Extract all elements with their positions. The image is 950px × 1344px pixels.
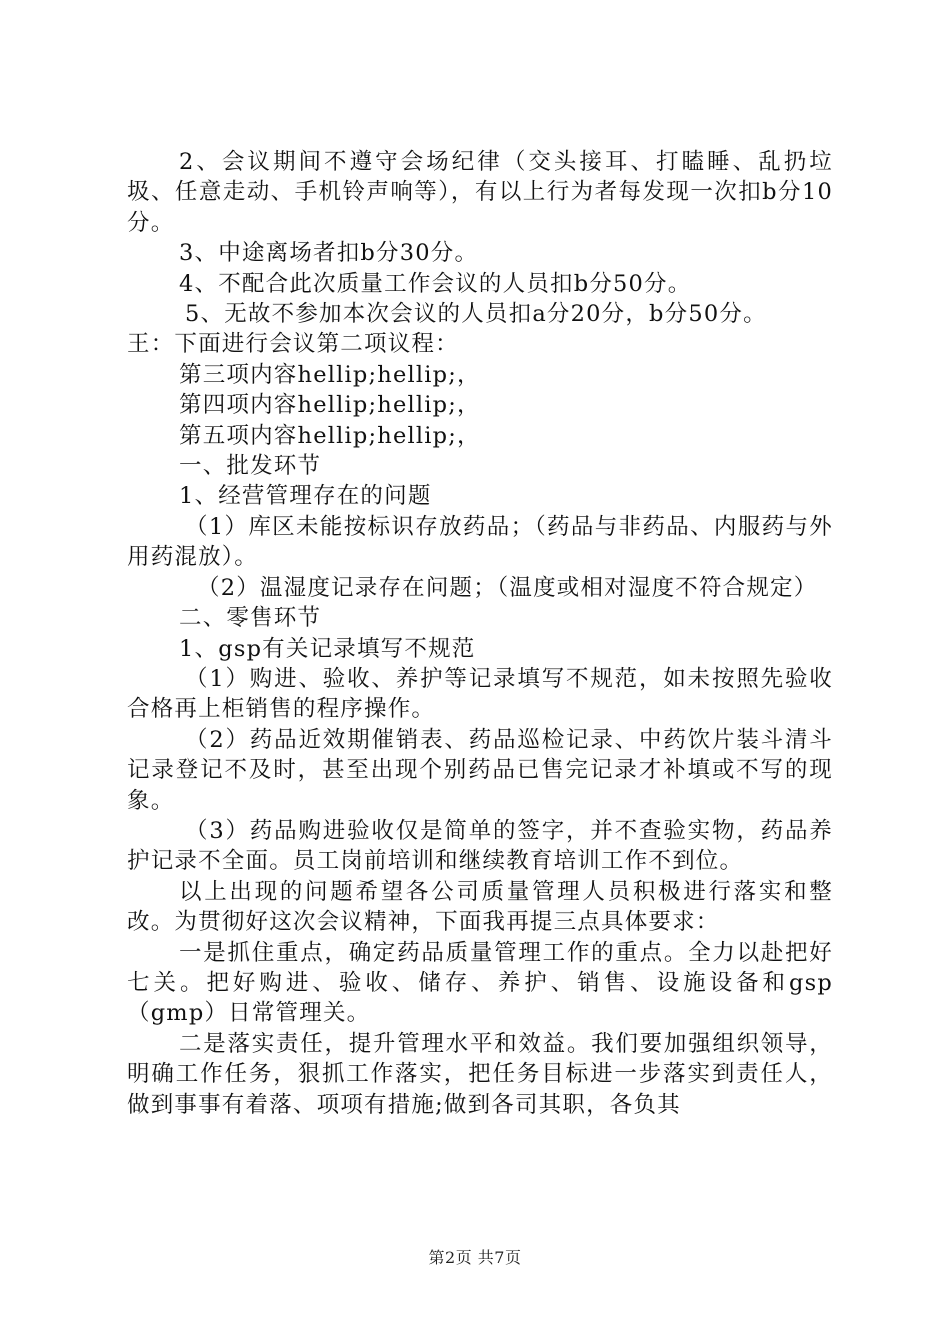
paragraph-item-5: 第五项内容hellip;hellip;， [179,422,481,449]
heading-retail: 二、零售环节 [179,605,322,632]
paragraph-retail-issue-3: （3）药品购进验收仅是简单的签字，并不查验实物，药品养护记录不全面。员工岗前培训和继续教育培训工作不到位。 [127,817,833,875]
subheading-management-issues: 1、经营管理存在的问题 [179,483,432,510]
paragraph-wholesale-issue-1: （1）库区未能按标识存放药品；（药品与非药品、内服药与外用药混放）。 [127,513,833,571]
heading-wholesale: 一、批发环节 [179,453,322,480]
paragraph-wholesale-issue-2: （2）温湿度记录存在问题；（温度或相对湿度不符合规定） [197,574,818,601]
page-number-label: 第2页 共7页 [428,1248,522,1267]
paragraph-rule-4: 4、不配合此次质量工作会议的人员扣b分50分。 [179,270,692,297]
document-body [127,147,833,1120]
paragraph-retail-issue-1: （1）购进、验收、养护等记录填写不规范，如未按照先验收合格再上柜销售的程序操作。 [127,665,833,723]
paragraph-retail-issue-2: （2）药品近效期催销表、药品巡检记录、中药饮片装斗清斗记录登记不及时，甚至出现个别药品已售完记录才补填或不写的现象。 [127,726,833,814]
subheading-gsp-records: 1、gsp有关记录填写不规范 [179,635,476,662]
paragraph-summary: 以上出现的问题希望各公司质量管理人员积极进行落实和整改。为贯彻好这次会议精神，下面我再提三点具体要求： [127,878,833,936]
paragraph-agenda-intro: 王：下面进行会议第二项议程： [127,331,459,358]
paragraph-requirement-1: 一是抓住重点，确定药品质量管理工作的重点。全力以赴把好七关。把好购进、验收、储存、养护、销售、设施设备和gsp（gmp）日常管理关。 [127,939,833,1027]
paragraph-rule-2: 2、会议期间不遵守会场纪律（交头接耳、打瞌睡、乱扔垃圾、任意走动、手机铃声响等），有以上行为者每发现一次扣b分10分。 [127,149,833,236]
paragraph-requirement-2: 二是落实责任，提升管理水平和效益。我们要加强组织领导，明确工作任务，狠抓工作落实，把任务目标进一步落实到责任人，做到事事有着落、项项有措施;做到各司其职，各负其 [127,1030,833,1118]
page-footer [0,1245,950,1268]
paragraph-rule-3: 3、中途离场者扣b分30分。 [179,240,479,267]
paragraph-rule-5: 5、无故不参加本次会议的人员扣a分20分，b分50分。 [185,301,767,328]
paragraph-item-4: 第四项内容hellip;hellip;， [179,392,481,419]
paragraph-item-3: 第三项内容hellip;hellip;， [179,361,481,388]
